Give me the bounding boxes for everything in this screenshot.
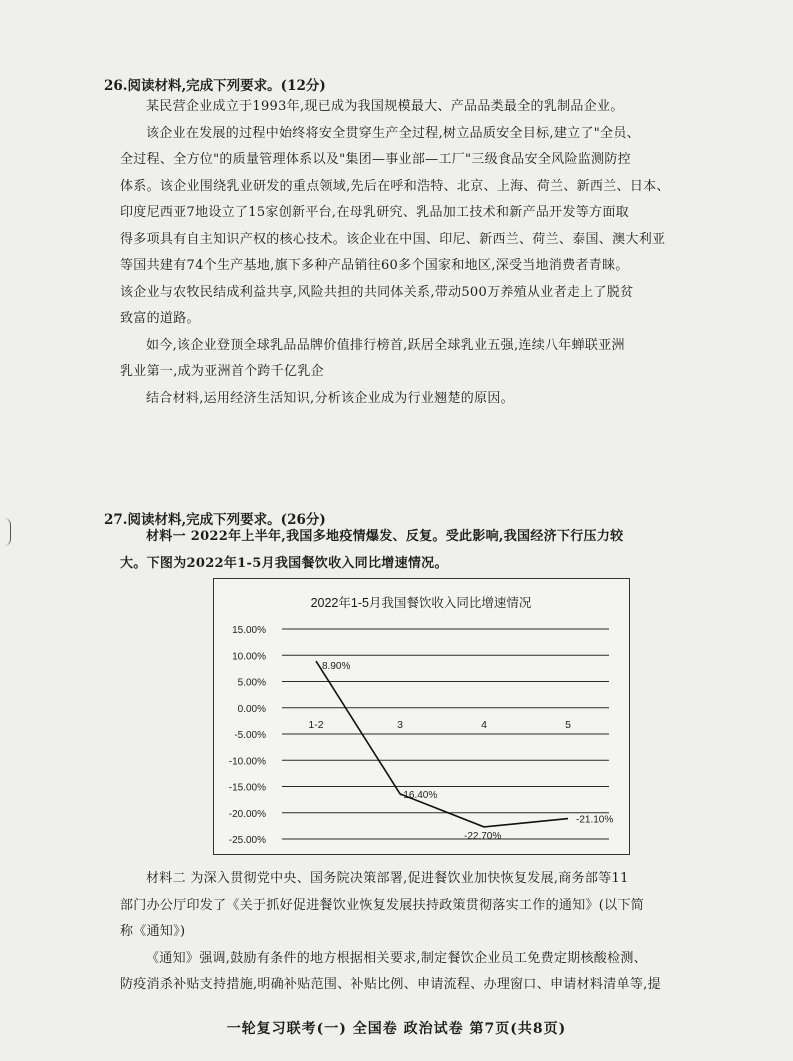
q26-line: 印度尼西亚7地设立了15家创新平台,在母乳研究、乳品加工技术和新产品开发等方面取 [120,205,629,220]
q27-heading: 27.阅读材料,完成下列要求。(26分) [104,512,326,528]
chart-title: 2022年1-5月我国餐饮收入同比增速情况 [310,596,532,610]
data-label: -21.10% [576,814,614,826]
q27-m1-line: 材料一 2022年上半年,我国多地疫情爆发、反复。受此影响,我国经济下行压力较 [146,529,624,544]
q26-line: 全过程、全方位"的质量管理体系以及"集团—事业部—工厂"三级食品安全风险监测防控 [120,152,631,167]
y-tick-label: 0.00% [237,703,266,715]
q26-line: 某民营企业成立于1993年,现已成为我国规模最大、产品品类最全的乳制品企业。 [146,99,624,114]
q27-m2-line: 材料二 为深入贯彻党中央、国务院决策部署,促进餐饮业加快恢复发展,商务部等11 [146,871,629,886]
q26-line: 体系。该企业围绕乳业研发的重点领域,先后在呼和浩特、北京、上海、荷兰、新西兰、日本、 [120,178,670,194]
q26-line: 如今,该企业登顶全球乳品品牌价值排行榜首,跃居全球乳业五强,连续八年蝉联亚洲 [146,337,625,353]
q26-line: 该企业与农牧民结成利益共享,风险共担的共同体关系,带动500万养殖从业者走上了脱贫 [120,284,634,300]
y-tick-label: -5.00% [234,730,266,741]
y-tick-label: -15.00% [228,782,266,794]
data-label-layer [322,661,613,842]
q27-m2-line: 部门办公厅印发了《关于抓好促进餐饮业恢复发展扶持政策贯彻落实工作的通知》(以下简 [120,897,645,913]
q27-m2-line: 称《通知》) [120,924,186,939]
q27-material-2 [120,866,720,999]
q26-question: 结合材料,运用经济生活知识,分析该企业成为行业翘楚的原因。 [146,390,514,406]
y-tick-label: -20.00% [228,808,266,820]
q26-line: 致富的道路。 [120,311,200,326]
series-line [316,661,568,827]
data-label: 8.90% [322,661,351,673]
q26-line: 乳业第一,成为亚洲首个跨千亿乳企 [120,364,324,379]
binding-edge-mark [4,518,11,546]
category-label: 3 [397,718,403,731]
chart-svg [214,579,629,854]
y-tick-label: -25.00% [228,835,266,846]
q27-m2-line: 《通知》强调,鼓励有条件的地方根据相关要求,制定餐饮企业员工免费定期核酸检测、 [146,950,647,966]
y-tick-label: 15.00% [232,625,266,636]
page-footer: 一轮复习联考(一) 全国卷 政治试卷 第7页(共8页) [226,1021,567,1037]
y-tick-label: -10.00% [228,756,266,768]
q26-line: 该企业在发展的过程中始终将安全贯穿生产全过程,树立品质安全目标,建立了"全员、 [146,125,640,141]
q26-heading: 26.阅读材料,完成下列要求。(12分) [104,78,326,94]
data-label: -22.70% [464,830,502,842]
q26-line: 得多项具有自主知识产权的核心技术。该企业在中国、印尼、新西兰、荷兰、泰国、澳大利亚 [120,231,666,247]
q26-material [120,94,720,412]
line-chart [213,578,630,855]
y-tick-layer [229,625,266,846]
category-label: 4 [481,718,487,731]
q26-line: 等国共建有74个生产基地,旗下多种产品销往60多个国家和地区,深受当地消费者青睐。 [120,258,629,273]
category-label: 1-2 [308,718,324,731]
y-tick-label: 5.00% [237,677,266,689]
category-label-layer [308,719,571,731]
q27-m1-line: 大。下图为2022年1-5月我国餐饮收入同比增速情况。 [120,555,448,571]
q27-m2-line: 防疫消杀补贴支持措施,明确补贴范围、补贴比例、申请流程、办理窗口、申请材料清单等,提 [120,977,661,992]
q27-material-1 [120,524,720,577]
data-label: -16.40% [400,789,438,801]
category-label: 5 [565,718,571,731]
y-tick-label: 10.00% [232,651,266,663]
